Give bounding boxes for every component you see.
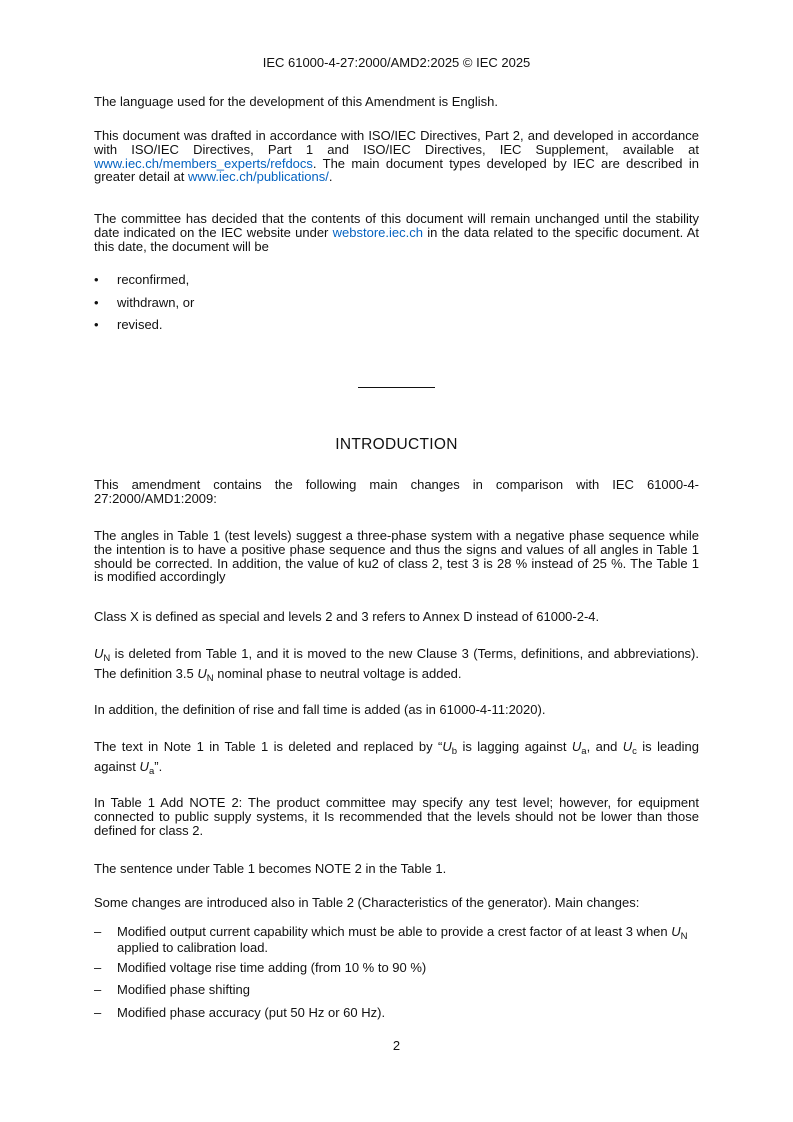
ub-subscript: b <box>451 746 458 757</box>
bullet-item <box>94 273 699 296</box>
dash-item <box>94 1006 699 1020</box>
un-paragraph <box>94 644 699 683</box>
un-symbol: U <box>197 665 207 681</box>
dash-text: Modified voltage rise time adding (from 10 % to 90 %) <box>117 959 427 975</box>
refdocs-link[interactable]: www.iec.ch/members_experts/refdocs <box>94 155 313 171</box>
drafted-text-2: . The main document types developed by IEC are described in greater detail at <box>94 155 699 185</box>
sentence-paragraph: The sentence under Table 1 becomes NOTE 2 in the Table 1. <box>94 861 447 876</box>
bullet-marker: • <box>94 294 99 310</box>
webstore-link[interactable]: webstore.iec.ch <box>332 224 423 240</box>
dash-marker: – <box>94 959 102 975</box>
note2-paragraph: In Table 1 Add NOTE 2: The product committee may specify any test level; however, for equipment connected to public supply systems, it Is recommended that the levels should not be lower than those defined for class 2. <box>94 795 699 838</box>
un-text-2: nominal phase to neutral voltage is added. <box>213 665 462 681</box>
bullet-item <box>94 296 699 319</box>
dash-text: Modified output current capability which must be able to provide a crest factor of at least 3 when <box>117 924 672 939</box>
bullet-marker: • <box>94 272 99 287</box>
bullet-text: revised. <box>117 317 163 332</box>
un-subscript: N <box>206 672 214 684</box>
ua-subscript: a <box>581 746 587 757</box>
publications-link[interactable]: www.iec.ch/publications/ <box>187 169 329 185</box>
dash-item <box>94 983 699 1006</box>
bullet-item <box>94 318 699 332</box>
un-subscript: N <box>680 931 688 942</box>
note1-text-5: ”. <box>154 758 163 774</box>
uc-subscript: c <box>632 746 637 757</box>
language-paragraph: The language used for the development of this Amendment is English. <box>94 94 498 109</box>
committee-paragraph <box>94 212 699 253</box>
page-number: 2 <box>392 1038 401 1053</box>
introduction-heading: INTRODUCTION <box>335 436 458 453</box>
angles-paragraph: The angles in Table 1 (test levels) suggest a three-phase system with a negative phase sequence while the intention is to have a positive phase sequence and thus the signs and values of all angles in Table 1 should be corrected. In addition, the value of ku2 of class 2, test 3 is 28 % instead of 25 %. The Table 1 is modified accordingly <box>94 528 699 585</box>
ub-symbol: U <box>442 739 452 754</box>
changes-dash-list <box>94 924 699 1019</box>
ua-symbol: U <box>139 758 149 774</box>
note1-text-3: , and <box>586 739 623 754</box>
bullet-marker: • <box>94 317 99 332</box>
dash-item <box>94 924 699 961</box>
status-bullet-list <box>94 273 699 332</box>
uc-symbol: U <box>622 739 633 754</box>
section-divider <box>358 387 435 388</box>
ua-subscript: a <box>148 765 155 777</box>
drafted-text-3: . <box>328 169 333 185</box>
drafted-paragraph <box>94 129 699 184</box>
bullet-text: reconfirmed, <box>117 272 190 287</box>
un-subscript: N <box>103 653 111 664</box>
dash-marker: – <box>94 924 102 939</box>
bullet-text: withdrawn, or <box>117 294 195 310</box>
dash-text: Modified phase accuracy (put 50 Hz or 60 Hz). <box>117 1004 386 1020</box>
un-symbol: U <box>94 646 104 661</box>
rise-fall-paragraph: In addition, the definition of rise and fall time is added (as in 61000-4-11:2020). <box>94 702 546 717</box>
dash-item <box>94 961 699 984</box>
note1-text-1: The text in Note 1 in Table 1 is deleted and replaced by “ <box>94 739 443 754</box>
some-changes-paragraph: Some changes are introduced also in Table 2 (Characteristics of the generator). Main changes: <box>94 895 640 910</box>
ua-symbol: U <box>571 739 582 754</box>
note1-text-4: is leading against <box>94 739 699 774</box>
dash-text: Modified phase shifting <box>117 982 250 997</box>
dash-marker: – <box>94 1004 102 1020</box>
un-text-1: is deleted from Table 1, and it is moved to the new Clause 3 (Terms, definitions, and abbreviations). The definition 3.5 <box>94 646 699 681</box>
dash-text: applied to calibration load. <box>117 939 269 955</box>
dash-marker: – <box>94 982 102 997</box>
note1-text-2: is lagging against <box>457 739 572 754</box>
page-header: IEC 61000-4-27:2000/AMD2:2025 © IEC 2025 <box>262 55 531 70</box>
drafted-text-1: This document was drafted in accordance with ISO/IEC Directives, Part 2, and developed in accordance with ISO/IEC Directives, Part 1 and ISO/IEC Directives, IEC Supplement, available at <box>94 128 699 157</box>
class-x-paragraph: Class X is defined as special and levels 2 and 3 refers to Annex D instead of 61000-2-4. <box>94 609 600 624</box>
un-symbol: U <box>671 924 681 939</box>
amendment-paragraph: This amendment contains the following main changes in comparison with IEC 61000-4-27:2000/AMD1:2009: <box>94 477 699 506</box>
committee-text-2: in the data related to the specific document. At this date, the document will be <box>94 224 700 254</box>
note1-paragraph <box>94 737 699 776</box>
committee-text-1: The committee has decided that the contents of this document will remain unchanged until the stability date indicated on the IEC website under <box>94 211 699 240</box>
